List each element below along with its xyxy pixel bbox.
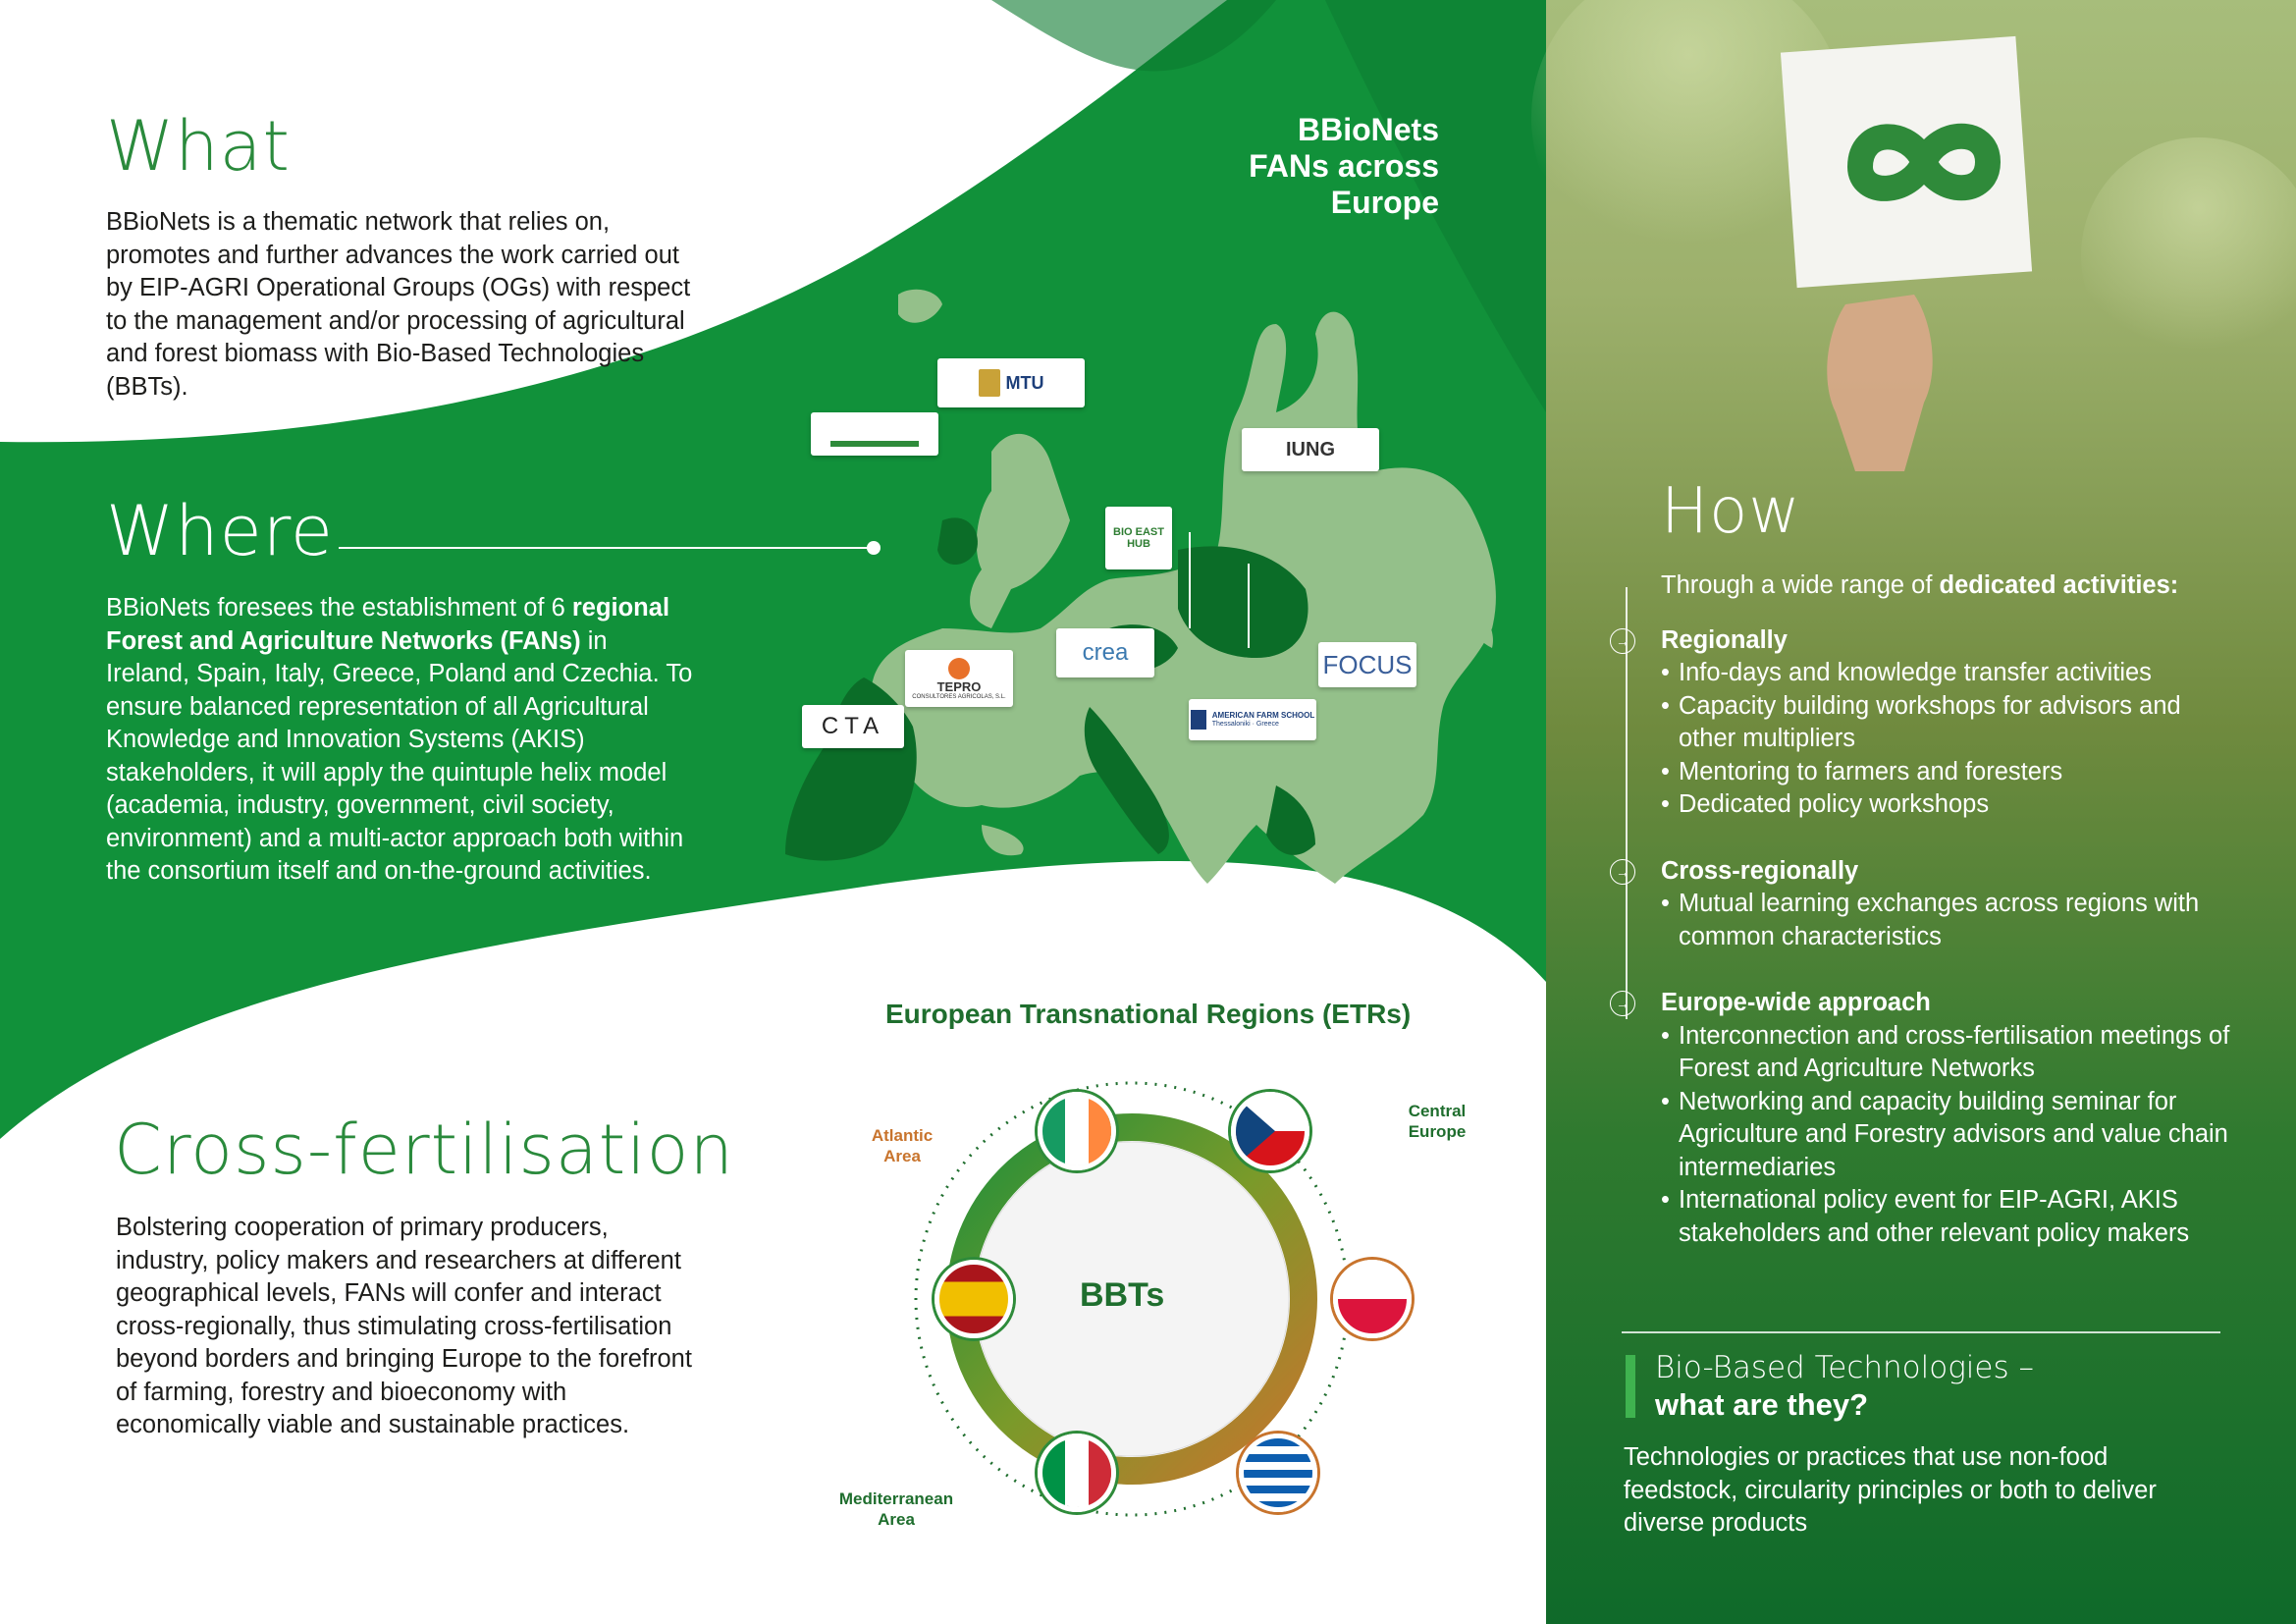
logo-focus-text: FOCUS	[1322, 649, 1413, 679]
central-europe-label: Central Europe	[1408, 1102, 1467, 1141]
list-item: • Interconnection and cross-fertilisation meetings of Forest and Agriculture Networks	[1661, 1020, 2238, 1086]
atlantic-area-label: Atlantic Area	[871, 1126, 934, 1165]
bbt-paragraph: Technologies or practices that use non-food feedstock, circularity principles or both to deliver diverse products	[1624, 1443, 2157, 1537]
section-items	[1661, 1020, 2238, 1251]
bbt-divider	[1622, 1331, 2220, 1333]
logo-crea	[1056, 628, 1154, 677]
shield-icon	[979, 369, 1000, 397]
how-activity-list	[1616, 569, 2238, 1250]
how-section-europe-wide	[1616, 987, 2238, 1250]
logo-focus	[1318, 642, 1416, 687]
fans-title-line-1: BBioNets	[1297, 112, 1439, 147]
where-text-2: in Ireland, Spain, Italy, Greece, Poland and Czechia. To ensure balanced representation of all Agricultural Knowledge and Innovation Systems (AKIS) stakeholders, it will apply the quintuple helix model (academia, industry, government, civil society, environment) and a multi-actor approach both within the consortium itself and on-the-ground activities.	[106, 626, 693, 885]
bbt-title-light: Bio-Based Technologies –	[1655, 1350, 2035, 1385]
logo-american-farm-school	[1189, 699, 1316, 740]
logo-cta	[802, 705, 904, 748]
logo-tepro	[905, 650, 1013, 707]
italy-flag-icon	[1038, 1434, 1116, 1512]
mediterranean-area-label: Mediterranean Area	[838, 1489, 954, 1529]
greece-flag-icon	[1239, 1434, 1317, 1512]
section-items	[1661, 888, 2238, 953]
where-title: Where	[106, 491, 334, 571]
poland-flag-icon	[1333, 1260, 1412, 1338]
section-head: Europe-wide approach	[1661, 989, 1931, 1016]
section-head: Cross-regionally	[1661, 856, 1859, 885]
how-intro-text: Through a wide range of	[1661, 571, 1940, 599]
logo-cta-text: CTA	[821, 713, 885, 739]
logo-teagasc	[811, 412, 938, 456]
logo-afs-text-block	[1212, 711, 1314, 729]
tractor-logo-icon	[830, 421, 919, 447]
list-item: • Info-days and knowledge transfer activities	[1661, 657, 2238, 690]
fans-title-line-2: FANs across	[1249, 148, 1439, 184]
fans-map-title	[1158, 112, 1439, 221]
logo-iung	[1242, 428, 1379, 471]
logo-crea-text: crea	[1082, 639, 1129, 666]
logo-afs-text: AMERICAN FARM SCHOOL	[1211, 711, 1315, 720]
bbts-center-label: BBTs	[1080, 1276, 1165, 1314]
fans-title-line-3: Europe	[1330, 185, 1439, 220]
logo-iung-text: IUNG	[1286, 438, 1335, 460]
bbt-accent-bar	[1626, 1355, 1635, 1418]
where-text-1: BBioNets foresees the establishment of 6	[106, 594, 572, 622]
list-item: • Mutual learning exchanges across regions with common characteristics	[1661, 888, 2238, 953]
arrow-circle-icon: →	[1610, 991, 1635, 1016]
list-item: • International policy event for EIP-AGRI, AKIS stakeholders and other relevant policy makers	[1661, 1184, 2238, 1250]
bbt-title-bold: what are they?	[1655, 1387, 1869, 1422]
bbt-title	[1655, 1349, 2034, 1424]
arrow-circle-icon: →	[1610, 859, 1635, 885]
tepro-sun-icon	[948, 658, 970, 679]
what-paragraph: BBioNets is a thematic network that relies on, promotes and further advances the work carried out by EIP-AGRI Operational Groups (OGs) with respect to the management and/or processing of agricultural and forest biomass with Bio-Based Technologies (BBTs).	[106, 208, 691, 401]
how-intro	[1661, 569, 2238, 603]
logo-bioeast-text: BIO EAST HUB	[1113, 526, 1164, 550]
section-head: Regionally	[1661, 625, 1788, 654]
etr-title: European Transnational Regions (ETRs)	[885, 999, 1412, 1029]
list-item: • Mentoring to farmers and foresters	[1661, 756, 2238, 789]
where-paragraph	[106, 592, 695, 889]
list-item: • Networking and capacity building seminar for Agriculture and Forestry advisors and value chain intermediaries	[1661, 1086, 2238, 1185]
list-item: • Dedicated policy workshops	[1661, 788, 2238, 822]
where-text-bold: regional Forest and Agriculture Networks (FANs)	[106, 594, 670, 655]
logo-afs-sub: Thessaloniki · Greece	[1211, 721, 1279, 728]
spain-flag-icon	[934, 1260, 1013, 1338]
how-section-regionally	[1616, 624, 2238, 822]
section-items	[1661, 657, 2238, 822]
what-title: What	[106, 106, 291, 187]
cross-fertilisation-paragraph: Bolstering cooperation of primary producers, industry, policy makers and researchers at different geographical levels, FANs will confer and interact cross-regionally, thus stimulating cross-fertilisation beyond borders and bringing Europe to the forefront of farming, forestry and bioeconomy with economically viable and sustainable practices.	[116, 1214, 692, 1438]
logo-mtu-text: MTU	[1005, 372, 1044, 393]
logo-bio-east-hub	[1105, 507, 1172, 569]
logo-mtu	[937, 358, 1085, 407]
arrow-circle-icon: →	[1610, 628, 1635, 654]
how-section-cross-regionally	[1616, 855, 2238, 954]
how-title: How	[1661, 475, 1801, 548]
how-intro-bold: dedicated activities:	[1939, 571, 2179, 599]
czech-flag-icon	[1231, 1092, 1309, 1170]
list-item: • Capacity building workshops for advisors and other multipliers	[1661, 690, 2238, 756]
afs-shield-icon	[1191, 710, 1206, 730]
logo-tepro-text: TEPRO	[936, 678, 982, 694]
cross-fertilisation-title: Cross-fertilisation	[114, 1110, 734, 1190]
logo-tepro-sub: CONSULTORES AGRICOLAS, S.L.	[912, 693, 1006, 700]
ireland-flag-icon	[1038, 1092, 1116, 1170]
